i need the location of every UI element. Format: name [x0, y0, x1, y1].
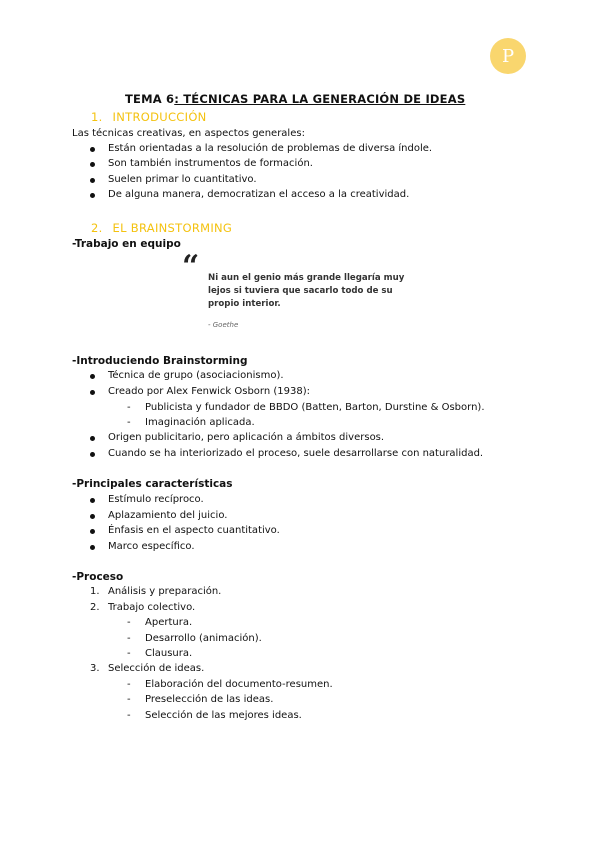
- step-number: 2.: [90, 602, 100, 613]
- section-2-title: EL BRAINSTORMING: [112, 221, 233, 235]
- list-item: Énfasis en el aspecto cuantitativo.: [108, 525, 280, 536]
- list-item: Cuando se ha interiorizado el proceso, suele desarrollarse con naturalidad.: [108, 448, 484, 459]
- list-item: Creado por Alex Fenwick Osborn (1938):: [108, 386, 310, 397]
- step-label: Selección de ideas.: [108, 663, 205, 674]
- document-title: [125, 92, 465, 106]
- brand-logo: [490, 38, 526, 74]
- list-item: Aplazamiento del juicio.: [108, 510, 228, 521]
- section-2-heading: [91, 221, 232, 235]
- step-label: Análisis y preparación.: [108, 586, 222, 597]
- quote-author: - Goethe: [208, 321, 239, 329]
- sub-list-item: - Apertura.: [145, 617, 192, 628]
- section-1-title: INTRODUCCIÓN: [112, 110, 207, 124]
- list-item: Suelen primar lo cuantitativo.: [108, 174, 257, 185]
- step-number: 3.: [90, 663, 100, 674]
- list-item: De alguna manera, democratizan el acceso a la creatividad.: [108, 189, 410, 200]
- sub-list-item: - Imaginación aplicada.: [145, 417, 255, 428]
- list-item: Marco específico.: [108, 541, 195, 552]
- title-main: : TÉCNICAS PARA LA GENERACIÓN DE IDEAS: [174, 92, 466, 106]
- list-item: Estímulo recíproco.: [108, 494, 204, 505]
- sub-list-item: - Desarrollo (animación).: [145, 633, 262, 644]
- list-item: Están orientadas a la resolución de problemas de diversa índole.: [108, 143, 433, 154]
- list-item: Técnica de grupo (asociacionismo).: [108, 370, 284, 381]
- quote-text: Ni aun el genio más grande llegaría muy lejos si tuviera que sacarlo todo de su propio interior.: [208, 273, 405, 309]
- teamwork-heading: -Trabajo en equipo: [72, 238, 181, 250]
- features-heading: -Principales características: [72, 478, 233, 490]
- sub-list-item: - Elaboración del documento-resumen.: [145, 679, 333, 690]
- sub-list-item: - Clausura.: [145, 648, 192, 659]
- process-heading: -Proceso: [72, 571, 124, 583]
- section-1-number: 1.: [91, 110, 103, 124]
- step-label: Trabajo colectivo.: [108, 602, 196, 613]
- section-1-heading: [91, 110, 207, 124]
- list-item: Son también instrumentos de formación.: [108, 158, 313, 169]
- logo-letter: P: [501, 45, 515, 67]
- sub-list-item: - Selección de las mejores ideas.: [145, 710, 302, 721]
- title-prefix: TEMA 6: [125, 92, 175, 106]
- sub-list-item: - Publicista y fundador de BBDO (Batten, Barton, Durstine & Osborn).: [145, 402, 485, 413]
- section-2-number: 2.: [91, 221, 103, 235]
- quote-mark-icon: “: [182, 249, 200, 284]
- step-number: 1.: [90, 586, 100, 597]
- intro-bs-heading: -Introduciendo Brainstorming: [72, 355, 248, 367]
- section-1-intro: Las técnicas creativas, en aspectos generales:: [72, 128, 305, 139]
- list-item: Origen publicitario, pero aplicación a ámbitos diversos.: [108, 432, 385, 443]
- sub-list-item: - Preselección de las ideas.: [145, 694, 273, 705]
